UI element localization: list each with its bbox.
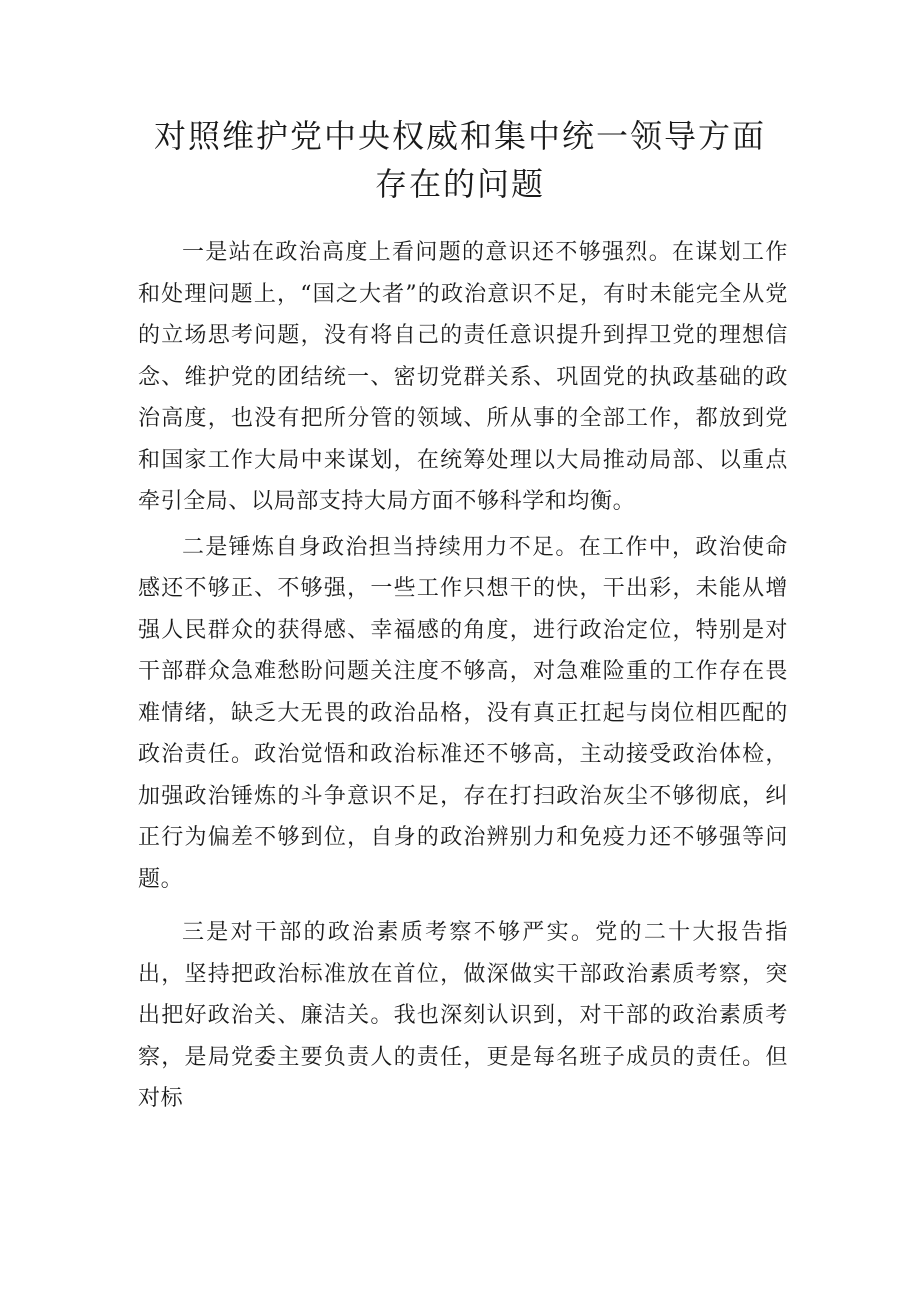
document-title [120,112,800,208]
title-line-1: 对照维护党中央权威和集中统一领导方面 [153,117,766,155]
paragraph-2: 二是锤炼自身政治担当持续用力不足。在工作中，政治使命感还不够正、不够强，一些工作只想干的快，干出彩，未能从增强人民群众的获得感、幸福感的角度，进行政治定位，特别是对干部群众急难愁盼问题关注度不够高，对急难险重的工作存在畏难情绪，缺乏大无畏的政治品格，没有真正扛起与岗位相匹配的政治责任。政治觉悟和政治标准还不够高，主动接受政治体检，加强政治锤炼的斗争意识不足，存在打扫政治灰尘不够彻底，纠正行为偏差不够到位，自身的政治辨别力和免疫力还不够强等问题。 [138,534,788,892]
paragraph-1: 一是站在政治高度上看问题的意识还不够强烈。在谋划工作和处理问题上，“国之大者”的政治意识不足，有时未能完全从党的立场思考问题，没有将自己的责任意识提升到捍卫党的理想信念、维护党的团结统一、密切党群关系、巩固党的执政基础的政治高度，也没有把所分管的领域、所从事的全部工作，都放到党和国家工作大局中来谋划，在统筹处理以大局推动局部、以重点牵引全局、以局部支持大局方面不够科学和均衡。 [138,240,788,514]
paragraph-3: 三是对干部的政治素质考察不够严实。党的二十大报告指出，坚持把政治标准放在首位，做深做实干部政治素质考察，突出把好政治关、廉洁关。我也深刻认识到，对干部的政治素质考察，是局党委主要负责人的责任，更是每名班子成员的责任。但对标 [138,920,788,1111]
document-body [138,232,788,1120]
title-line-2: 存在的问题 [374,165,545,203]
